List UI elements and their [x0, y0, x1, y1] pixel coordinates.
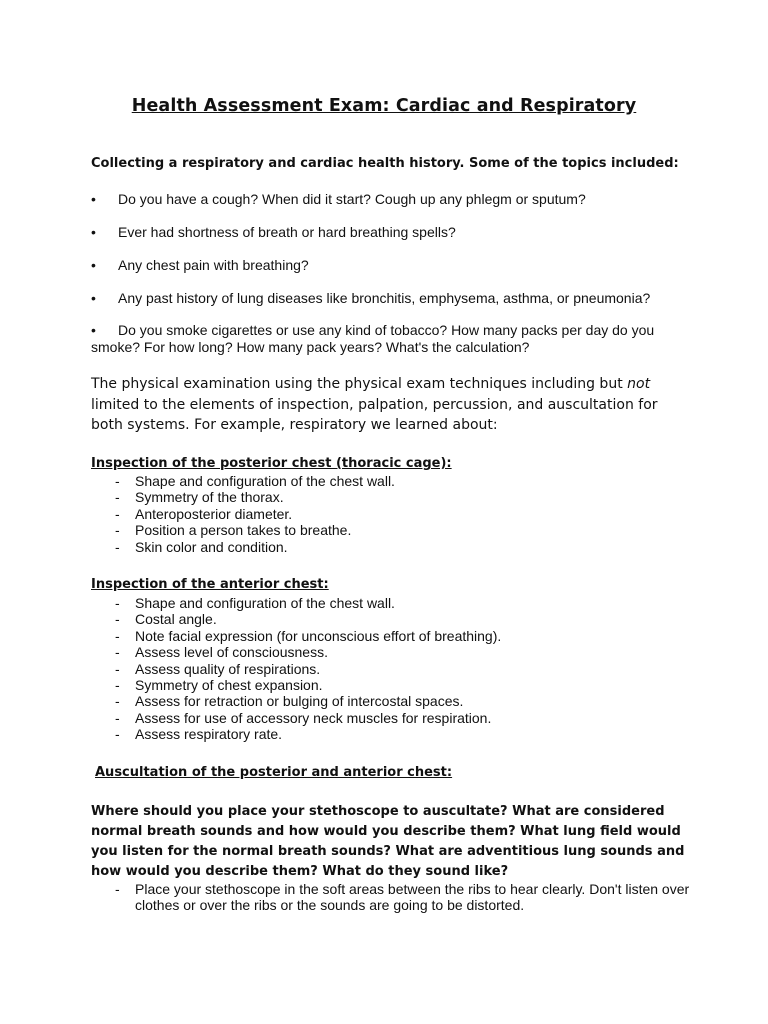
list-item: - Position a person takes to breathe. [91, 522, 691, 538]
history-item-text: Any past history of lung diseases like bronchitis, emphysema, asthma, or pneumonia? [118, 290, 651, 306]
posterior-list [91, 473, 691, 555]
auscultation-list [91, 881, 691, 914]
list-item: - Assess level of consciousness. [91, 644, 691, 660]
anterior-heading: Inspection of the anterior chest: [91, 577, 329, 592]
bullet-glyph: • [91, 322, 96, 338]
history-intro: Collecting a respiratory and cardiac health history. Some of the topics included: [91, 156, 679, 171]
physical-exam-paragraph [91, 374, 671, 436]
list-item: - Note facial expression (for unconscious effort of breathing). [91, 628, 691, 644]
history-item [91, 257, 691, 274]
document-title: Health Assessment Exam: Cardiac and Respiratory [131, 96, 637, 116]
history-item [91, 322, 661, 356]
list-item: - Symmetry of chest expansion. [91, 677, 691, 693]
history-item [91, 224, 691, 241]
list-item: - Assess respiratory rate. [91, 726, 691, 742]
list-item: - Costal angle. [91, 611, 691, 627]
history-item [91, 191, 691, 208]
bullet-glyph: • [91, 257, 96, 273]
list-item: - Assess quality of respirations. [91, 661, 691, 677]
list-item: - Shape and configuration of the chest wall. [91, 473, 691, 489]
posterior-heading: Inspection of the posterior chest (thoracic cage): [91, 456, 452, 471]
physical-exam-text: The physical examination using the physical exam techniques including but [91, 376, 628, 392]
list-item: - Place your stethoscope in the soft areas between the ribs to hear clearly. Don't listen over clothes or over the ribs or the sounds are going to be distorted. [91, 881, 691, 914]
anterior-list [91, 595, 691, 743]
list-item: - Assess for retraction or bulging of intercostal spaces. [91, 693, 691, 709]
auscultation-question: Where should you place your stethoscope to auscultate? What are considered normal breath sounds and how would you describe them? What lung field would you listen for the normal breath sounds? What are adventitious lung sounds and how would you describe them? What do they sound like? [91, 804, 685, 879]
list-item: - Shape and configuration of the chest wall. [91, 595, 691, 611]
history-item-text: Do you have a cough? When did it start? Cough up any phlegm or sputum? [118, 191, 586, 207]
history-item-text: Do you smoke cigarettes or use any kind of tobacco? How many packs per day do you smoke? For how long? How many pack years? What's the calculation? [91, 322, 655, 355]
physical-exam-emphasis: not [627, 376, 651, 392]
history-item-text: Ever had shortness of breath or hard breathing spells? [118, 224, 456, 240]
physical-exam-text: limited to the elements of inspection, palpation, percussion, and auscultation for both systems. For example, respiratory we learned about: [91, 396, 658, 433]
history-item [91, 290, 691, 307]
list-item: - Skin color and condition. [91, 539, 691, 555]
bullet-glyph: • [91, 290, 96, 306]
list-item: - Anteroposterior diameter. [91, 506, 691, 522]
auscultation-heading: Auscultation of the posterior and anterior chest: [95, 765, 453, 780]
list-item: - Assess for use of accessory neck muscles for respiration. [91, 710, 691, 726]
bullet-glyph: • [91, 191, 96, 207]
list-item: - Symmetry of the thorax. [91, 489, 691, 505]
bullet-glyph: • [91, 224, 96, 240]
history-item-text: Any chest pain with breathing? [118, 257, 309, 273]
